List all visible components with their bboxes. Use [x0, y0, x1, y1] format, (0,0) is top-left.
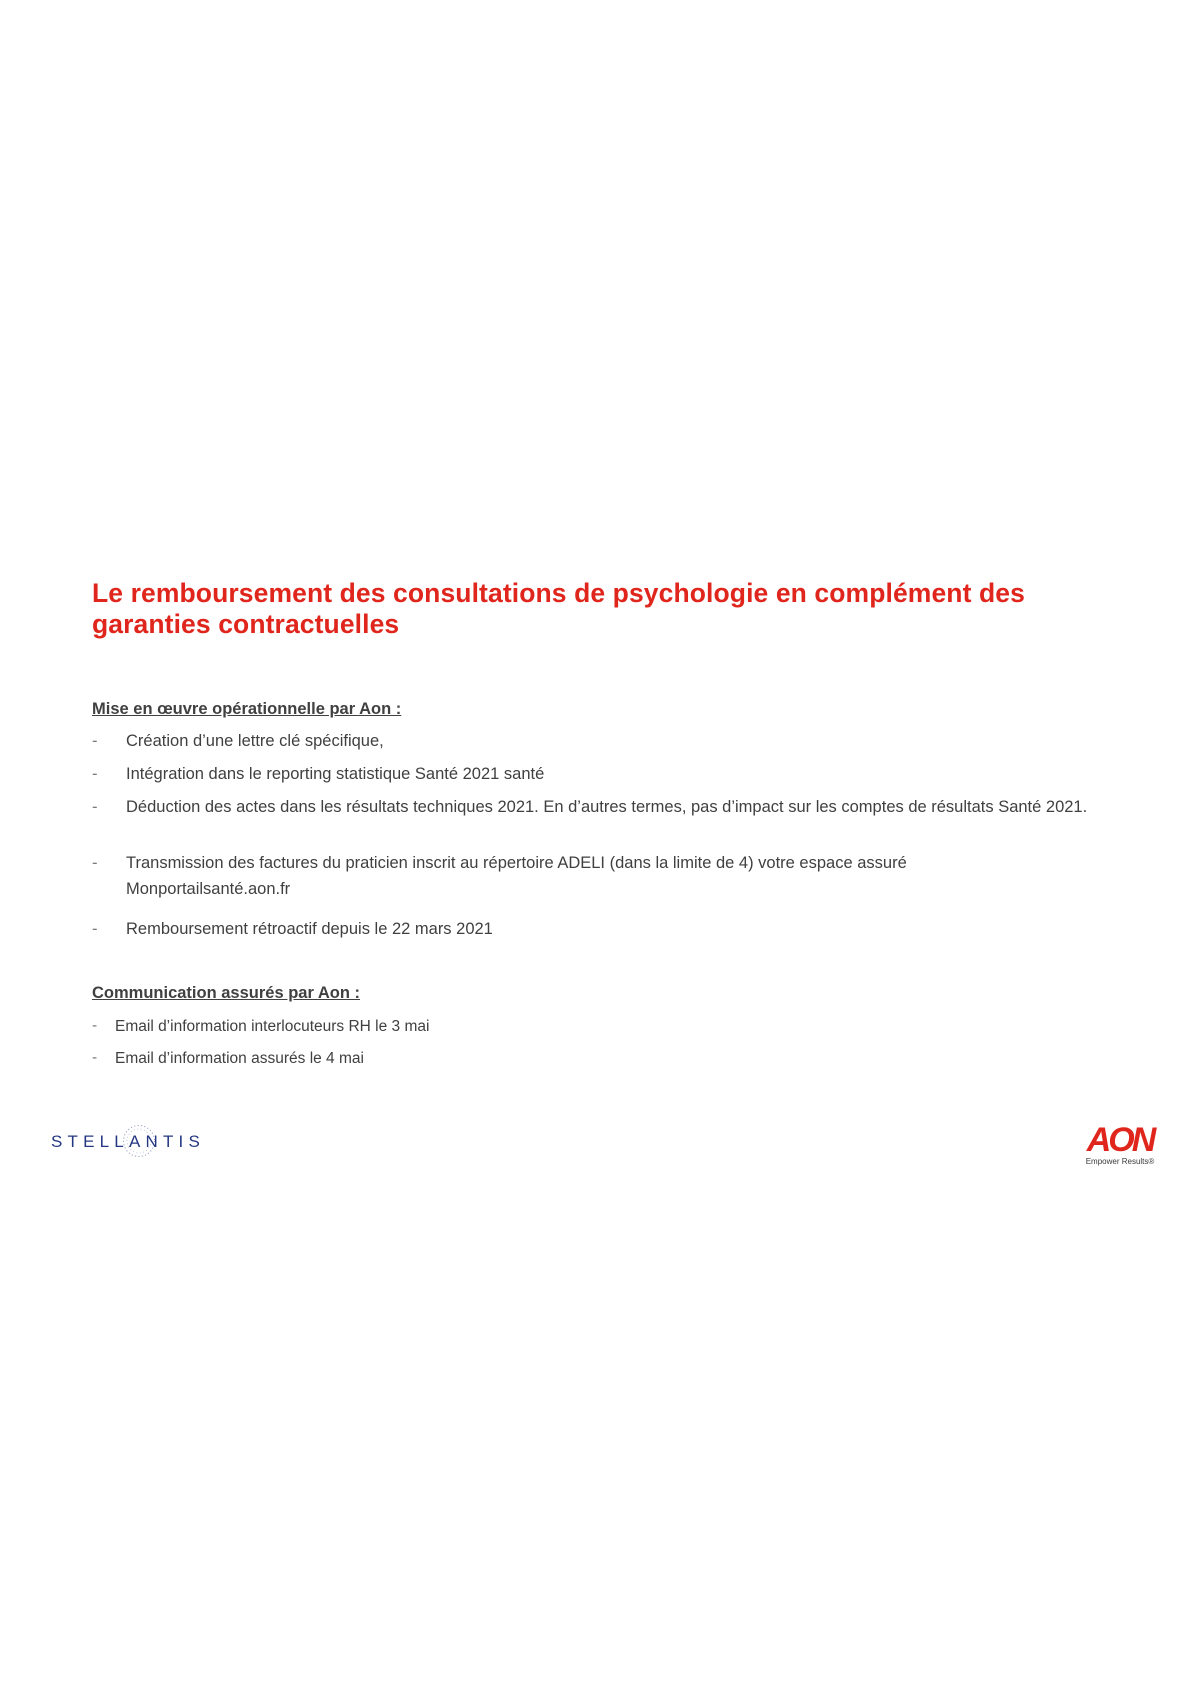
list-item	[92, 854, 1112, 899]
list-item-text: Intégration dans le reporting statistique Santé 2021 santé	[126, 765, 545, 783]
section-heading-implementation: Mise en œuvre opérationnelle par Aon :	[92, 700, 402, 718]
list-item-text: Déduction des actes dans les résultats techniques 2021. En d’autres termes, pas d’impact sur les comptes de résultats Santé 2021.	[126, 798, 1088, 816]
section-heading-communication: Communication assurés par Aon :	[92, 984, 361, 1002]
stellantis-logo	[36, 1120, 220, 1162]
list-item-text: Email d’information assurés le 4 mai	[115, 1050, 364, 1067]
communication-list	[92, 1017, 792, 1081]
bullet-dash: -	[92, 1049, 98, 1066]
bullet-dash: -	[92, 920, 98, 938]
aon-wordmark: AON	[1086, 1121, 1154, 1159]
aon-logo	[1078, 1118, 1162, 1170]
portal-url-text: Monportailsanté.aon.fr	[126, 880, 291, 898]
list-item	[92, 1049, 792, 1081]
page-title: Le remboursement des consultations de psychologie en complément des garanties contractuelles	[92, 578, 1025, 639]
list-item	[92, 732, 1112, 751]
list-item	[92, 920, 1112, 939]
bullet-dash: -	[92, 1017, 98, 1034]
bullet-dash: -	[92, 798, 98, 816]
bullet-dash: -	[92, 732, 98, 750]
bullet-dash: -	[92, 765, 98, 783]
list-item-text: Email d’information interlocuteurs RH le 3 mai	[115, 1018, 430, 1035]
list-item-text: Transmission des factures du praticien inscrit au répertoire ADELI (dans la limite de 4) votre espace assuré	[126, 854, 907, 872]
stellantis-wordmark: STELLANTIS	[50, 1132, 206, 1151]
list-item-text: Création d’une lettre clé spécifique,	[126, 732, 384, 750]
list-item	[92, 765, 1112, 784]
list-item-text: Remboursement rétroactif depuis le 22 mars 2021	[126, 920, 493, 938]
list-item	[92, 1017, 792, 1049]
aon-tagline: Empower Results®	[1085, 1157, 1155, 1166]
list-item	[92, 798, 1112, 817]
bullet-dash: -	[92, 854, 98, 872]
